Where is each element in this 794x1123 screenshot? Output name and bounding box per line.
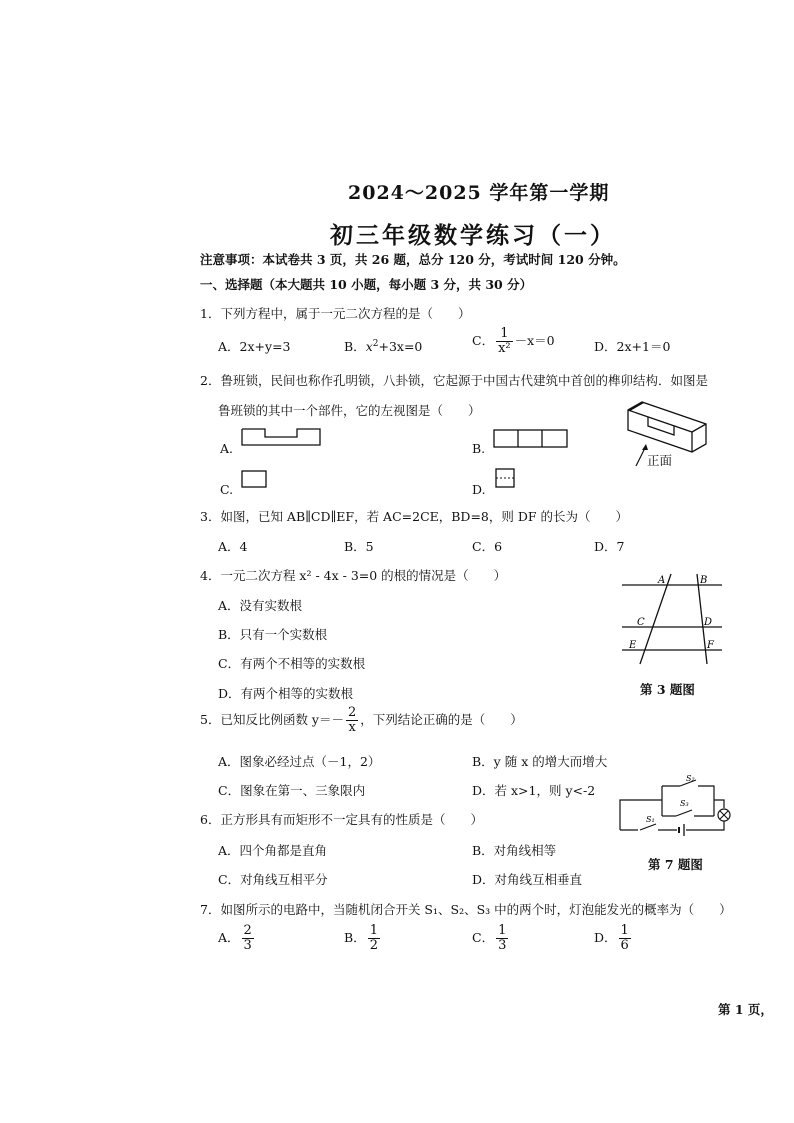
q2-option-a-figure — [240, 427, 324, 449]
q2-option-a-label: A. — [220, 441, 234, 456]
q3-option-a: A．4 — [218, 539, 248, 554]
q2-option-c-figure — [240, 469, 270, 491]
q7-option-a: A． $\frac{2}{3}$ — [218, 923, 252, 953]
q4-option-a: A．没有实数根 — [218, 598, 303, 613]
exam-title: 初三年级数学练习（一） — [330, 222, 616, 249]
q2-front-label: 正面 — [647, 453, 673, 468]
q5-option-d: D．若 x>1，则 y<-2 — [472, 783, 596, 798]
q4-option-b: B．只有一个实数根 — [218, 627, 328, 642]
section-1-heading: 一、选择题（本大题共 10 小题，每小题 3 分，共 30 分） — [200, 277, 533, 292]
label-s1: S₁ — [646, 815, 655, 824]
q7-option-b: B． $\frac{1}{2}$ — [344, 923, 378, 953]
q1-stem: 1．下列方程中，属于一元二次方程的是（ ） — [200, 306, 471, 321]
q2-option-d-figure — [494, 467, 518, 491]
pt-f: F — [707, 640, 714, 651]
q6-option-d: D．对角线互相垂直 — [472, 872, 583, 887]
q7-option-c: C． $\frac{1}{3}$ — [472, 923, 507, 953]
q7-fig-caption: 第 7 题图 — [648, 857, 703, 872]
q6-stem: 6．正方形具有而矩形不一定具有的性质是（ ） — [200, 812, 483, 827]
q5-option-b: B．y 随 x 的增大而增大 — [472, 754, 608, 769]
q1-option-d: D．2x+1＝0 — [594, 339, 671, 354]
q7-stem: 7．如图所示的电路中，当随机闭合开关 S₁、S₂、S₃ 中的两个时，灯泡能发光的概率为（ ） — [200, 902, 732, 917]
q7-circuit-figure — [614, 772, 738, 838]
q3-figure — [618, 570, 728, 670]
label-s2: S₂ — [686, 774, 695, 783]
q6-option-c: C．对角线互相平分 — [218, 872, 328, 887]
q2-option-d-label: D. — [472, 482, 486, 497]
q1-option-a: A．2x+y=3 — [218, 339, 291, 354]
q3-option-b: B．5 — [344, 539, 374, 554]
pt-a: A — [658, 575, 666, 586]
q1-option-b: B．$x^2+3x=0$ — [344, 338, 423, 354]
year-title: 2024～2025 学年第一学期 — [348, 182, 610, 204]
q3-fig-caption: 第 3 题图 — [640, 682, 695, 697]
q5-option-a: A．图象必经过点（－1，2） — [218, 754, 381, 769]
q2-option-b-figure — [492, 428, 570, 450]
q6-option-b: B．对角线相等 — [472, 843, 557, 858]
q5-stem: 5．已知反比例函数 y＝－ $\frac{2}{x}$ ，下列结论正确的是（ ） — [200, 705, 523, 735]
q4-option-c: C．有两个不相等的实数根 — [218, 656, 366, 671]
notice: 注意事项：本试卷共 3 页，共 26 题，总分 120 分，考试时间 120 分钟。 — [200, 252, 626, 267]
switch-s3 — [676, 810, 692, 816]
pt-c: C — [637, 617, 645, 628]
q4-stem: 4．一元二次方程 x² - 4x - 3=0 的根的情况是（ ） — [200, 568, 507, 583]
q2-stem-line2: 鲁班锁的其中一个部件，它的左视图是（ ） — [218, 403, 481, 418]
q3-option-c: C．6 — [472, 539, 503, 554]
pt-e: E — [629, 640, 637, 651]
pt-b: B — [700, 575, 708, 586]
q5-option-c: C．图象在第一、三象限内 — [218, 783, 366, 798]
q2-stem-line1: 2．鲁班锁，民间也称作孔明锁，八卦锁，它起源于中国古代建筑中首创的榫卯结构．如图是 — [200, 373, 708, 388]
q1-option-c: C． $\frac{1}{\text{x²}}$ －x＝0 — [472, 326, 555, 356]
switch-s1 — [640, 824, 656, 830]
q2-option-c-label: C. — [220, 482, 234, 497]
q2-option-b-label: B. — [472, 441, 486, 456]
q4-option-d: D．有两个相等的实数根 — [218, 686, 354, 701]
q3-option-d: D．7 — [594, 539, 625, 554]
q6-option-a: A．四个角都是直角 — [218, 843, 328, 858]
q7-option-d: D． $\frac{1}{6}$ — [594, 923, 629, 953]
page-number: 第 1 页， — [718, 1002, 773, 1017]
pt-d: D — [704, 617, 713, 628]
label-s3: S₃ — [680, 799, 689, 808]
q3-stem: 3．如图，已知 AB∥CD∥EF，若 AC=2CE，BD=8，则 DF 的长为（ ） — [200, 509, 629, 524]
